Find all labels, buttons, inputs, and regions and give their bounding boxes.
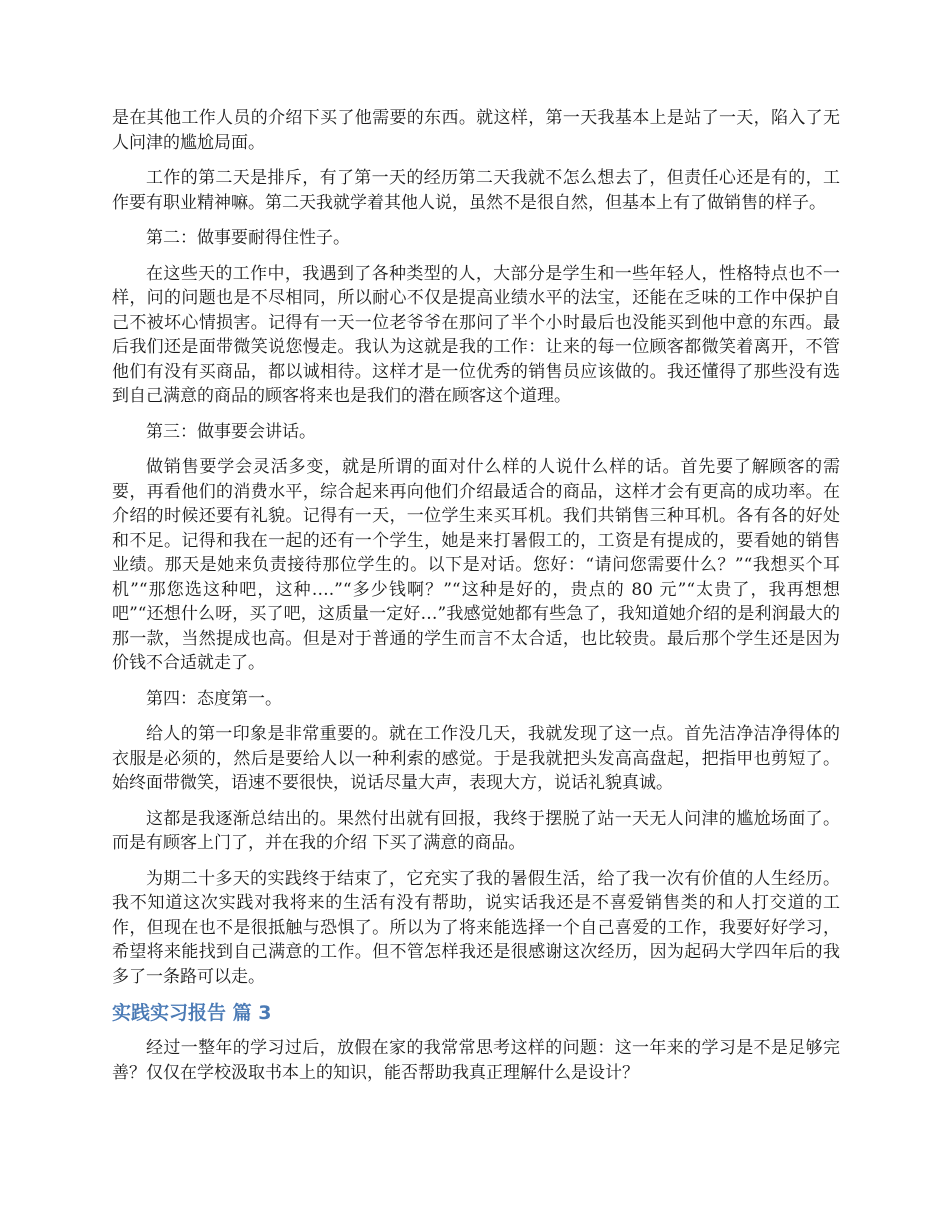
paragraph-attitude: 给人的第一印象是非常重要的。就在工作没几天，我就发现了这一点。首先洁净洁净得体的衣服是必须的，然后是要给人以一种利索的感觉。于是我就把头发高高盘起，把指甲也剪短了。始终面带微笑，语速不要很快，说话尽量大声，表现大方，说话礼貌真诚。 <box>112 724 840 793</box>
paragraph-conclusion: 为期二十多天的实践终于结束了，它充实了我的暑假生活，给了我一次有价值的人生经历。我不知道这次实践对我将来的生活有没有帮助，说实话我还是不喜爱销售类的和人打交道的工作，但现在也不是很抵触与恐惧了。所以为了将来能选择一个自己喜爱的工作，我要好好学习，希望将来能找到自己满意的工作。但不管怎样我还是很感谢这次经历，因为起码大学四年后的我多了一条路可以走。 <box>112 868 840 987</box>
section-heading: 实践实习报告 篇 3 <box>112 1002 272 1024</box>
paragraph-speaking: 做销售要学会灵活多变，就是所谓的面对什么样的人说什么样的话。首先要了解顾客的需要，再看他们的消费水平，综合起来再向他们介绍最适合的商品，这样才会有更高的成功率。在介绍的时候还要有礼貌。记得有一天，一位学生来买耳机。我们共销售三种耳机。各有各的好处和不足。记得和我在一起的还有一个学生，她是来打暑假工的，工资是有提成的，要看她的销售业绩。那天是她来负责接待那位学生的。以下是对话。您好：“请问您需要什么？”“我想买个耳机”“那您选这种吧，这种….”“多少钱啊？”“这种是好的，贵点的 80 元”“太贵了，我再想想吧”“还想什么呀，买了吧，这质量一定好…”我感觉她都有些急了，我知道她介绍的是利润最大的那一款，当然提成也高。但是对于普通的学生而言不太合适，也比较贵。最后那个学生还是因为价钱不合适就走了。 <box>112 457 840 673</box>
paragraph-section3-intro: 经过一整年的学习过后，放假在家的我常常思考这样的问题：这一年来的学习是不是足够完善？仅仅在学校汲取书本上的知识，能否帮助我真正理解什么是设计？ <box>112 1038 840 1083</box>
point-two-heading: 第二：做事要耐得住性子。 <box>146 228 350 248</box>
paragraph-second-day: 工作的第二天是排斥，有了第一天的经历第二天我就不怎么想去了，但责任心还是有的，工作要有职业精神嘛。第二天我就学着其他人说，虽然不是很自然，但基本上有了做销售的样子。 <box>112 168 840 213</box>
point-three-heading: 第三：做事要会讲话。 <box>146 421 316 442</box>
paragraph-continuation: 是在其他工作人员的介绍下买了他需要的东西。就这样，第一天我基本上是站了一天，陷入了无人问津的尴尬局面。 <box>112 108 840 153</box>
point-four-heading: 第四：态度第一。 <box>146 688 282 709</box>
paragraph-patience: 在这些天的工作中，我遇到了各种类型的人，大部分是学生和一些年轻人，性格特点也不一样，问的问题也是不尽相同，所以耐心不仅是提高业绩水平的法宝，还能在乏味的工作中保护自己不被坏心情损害。记得有一天一位老爷爷在那问了半个小时最后也没能买到他中意的东西。最后我们还是面带微笑说您慢走。我认为这就是我的工作：让来的每一位顾客都微笑着离开，不管他们有没有买商品，都以诚相待。这样才是一位优秀的销售员应该做的。我还懂得了那些没有选到自己满意的商品的顾客将来也是我们的潜在顾客这个道理。 <box>112 263 840 406</box>
paragraph-summary: 这都是我逐渐总结出的。果然付出就有回报，我终于摆脱了站一天无人问津的尴尬场面了。而是有顾客上门了，并在我的介绍 下买了满意的商品。 <box>112 808 840 853</box>
document-page <box>112 106 840 1096</box>
